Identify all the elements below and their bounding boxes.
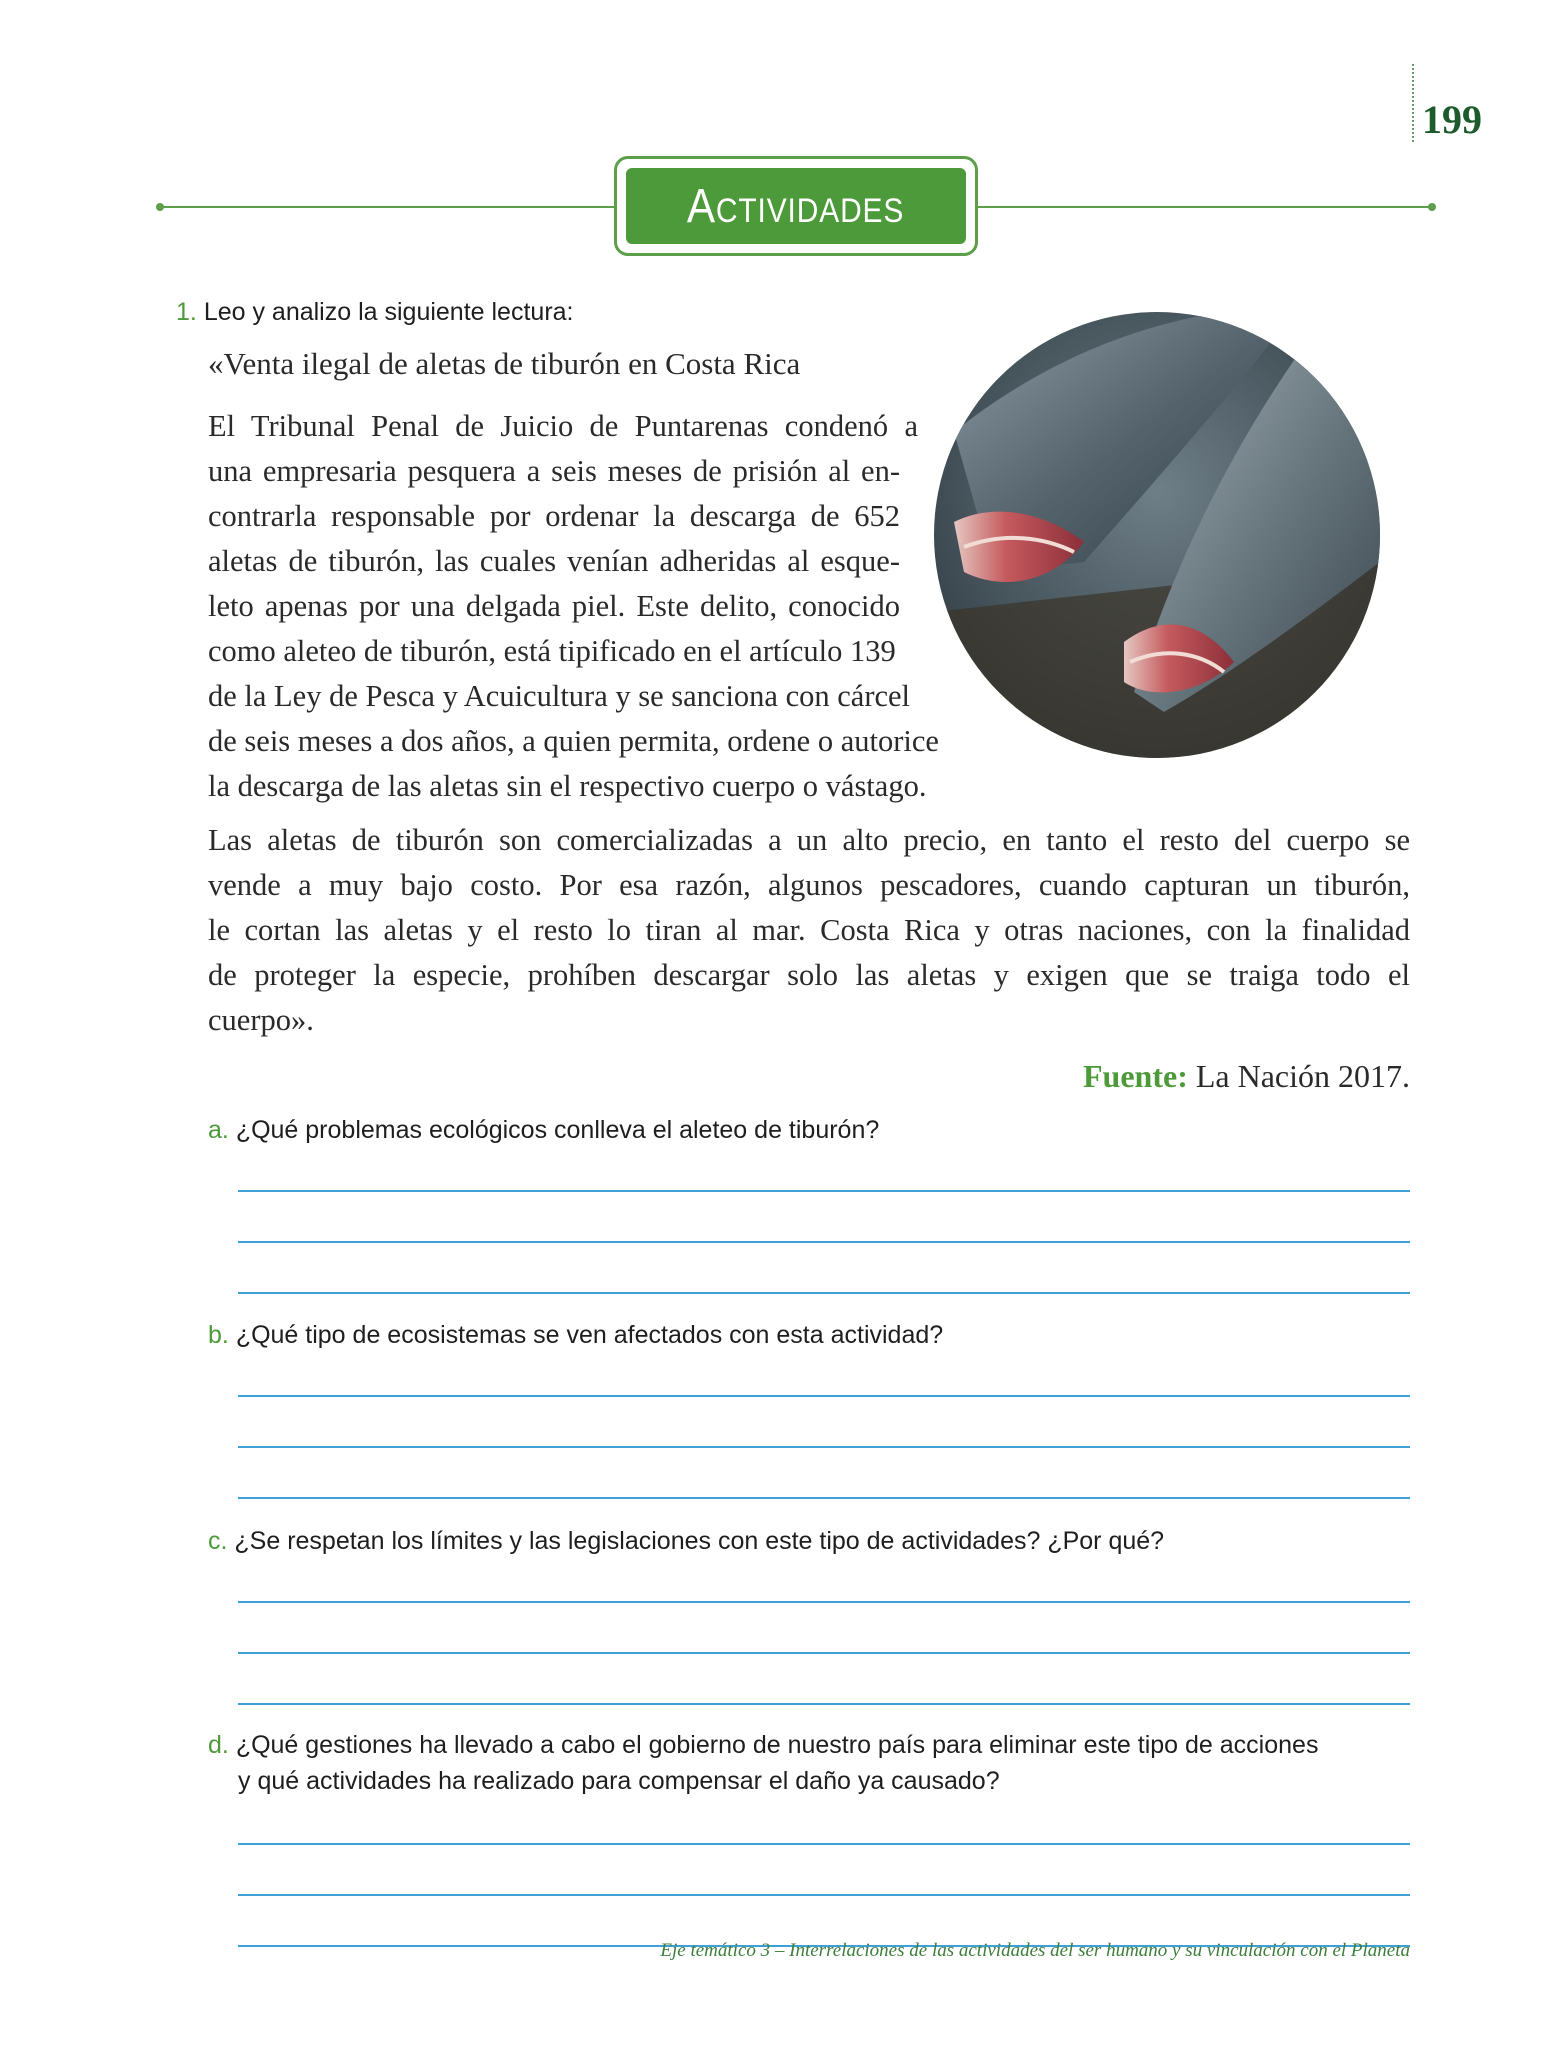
header-rule-right [976,206,1432,208]
source-label: Fuente: [1082,1058,1188,1094]
shark-fins-photo [934,312,1380,758]
answer-line[interactable] [238,1497,1410,1499]
question-d [208,1727,1318,1799]
paragraph-line: una empresaria pesquera a seis meses de prisión al en- [208,454,900,488]
paragraph-line: vende a muy bajo costo. Por esa razón, algunos pescadores, cuando capturan un tiburón, [208,868,1410,902]
rule-end-dot-right [1428,203,1436,211]
paragraph-line: Las aletas de tiburón son comercializadas a un alto precio, en tanto el resto del cuerpo se [208,823,1410,857]
answer-line[interactable] [238,1292,1410,1294]
paragraph-line: cuerpo». [208,1003,314,1037]
page-footer: Eje temático 3 – Interrelaciones de las actividades del ser humano y su vinculación con el Planeta [660,1940,1410,1961]
question-letter: a. [208,1116,229,1144]
paragraph-line: de proteger la especie, prohíben descargar solo las aletas y exigen que se traiga todo el [208,958,1410,992]
page-number-divider [1412,64,1414,142]
reading-paragraph-1 [208,404,978,809]
question-letter: b. [208,1321,229,1349]
answer-line[interactable] [238,1446,1410,1448]
answer-line[interactable] [238,1894,1410,1896]
answer-line[interactable] [238,1843,1410,1845]
question-text: ¿Qué problemas ecológicos conlleva el aleteo de tiburón? [235,1116,880,1144]
header-rule-left [160,206,620,208]
paragraph-line: como aleteo de tiburón, está tipificado en el artículo 139 [208,634,896,668]
answer-line[interactable] [238,1241,1410,1243]
activity-instruction [176,298,574,327]
answer-line[interactable] [238,1601,1410,1603]
activity-instruction-text: Leo y analizo la siguiente lectura: [203,298,574,326]
question-b [208,1317,943,1353]
paragraph-line: contrarla responsable por ordenar la descarga de 652 [208,499,900,533]
question-text-continued: y qué actividades ha realizado para compensar el daño ya causado? [238,1767,1000,1795]
reading-title: «Venta ilegal de aletas de tiburón en Costa Rica [208,346,801,381]
reading-paragraph-2 [208,818,1410,1043]
activity-number: 1. [176,298,197,326]
reading-source [1083,1058,1410,1095]
question-letter: c. [208,1527,228,1555]
paragraph-line: de la Ley de Pesca y Acuicultura y se sanciona con cárcel [208,679,911,713]
page-number: 199 [1422,97,1482,142]
paragraph-line: aletas de tiburón, las cuales venían adheridas al esque- [208,544,900,578]
question-a [208,1112,879,1148]
paragraph-line: El Tribunal Penal de Juicio de Puntarenas condenó a [208,409,918,443]
paragraph-line: leto apenas por una delgada piel. Este delito, conocido [208,589,900,623]
paragraph-line: la descarga de las aletas sin el respectivo cuerpo o vástago. [208,769,927,803]
paragraph-line: le cortan las aletas y el resto lo tiran al mar. Costa Rica y otras naciones, con la finalidad [208,913,1410,947]
paragraph-line: de seis meses a dos años, a quien permita, ordene o autorice [208,724,939,758]
question-text: ¿Se respetan los límites y las legislaciones con este tipo de actividades? ¿Por qué? [234,1527,1165,1555]
shark-fins-illustration [934,312,1380,758]
section-banner [626,168,966,244]
answer-line[interactable] [238,1652,1410,1654]
source-text: La Nación 2017. [1195,1058,1410,1094]
question-text: ¿Qué tipo de ecosistemas se ven afectados con esta actividad? [235,1321,944,1349]
section-title: Actividades [687,179,905,233]
answer-line[interactable] [238,1190,1410,1192]
question-letter: d. [208,1731,229,1759]
question-c [208,1523,1164,1559]
question-text: ¿Qué gestiones ha llevado a cabo el gobierno de nuestro país para eliminar este tipo de acciones [235,1731,1319,1759]
answer-line[interactable] [238,1703,1410,1705]
answer-line[interactable] [238,1395,1410,1397]
